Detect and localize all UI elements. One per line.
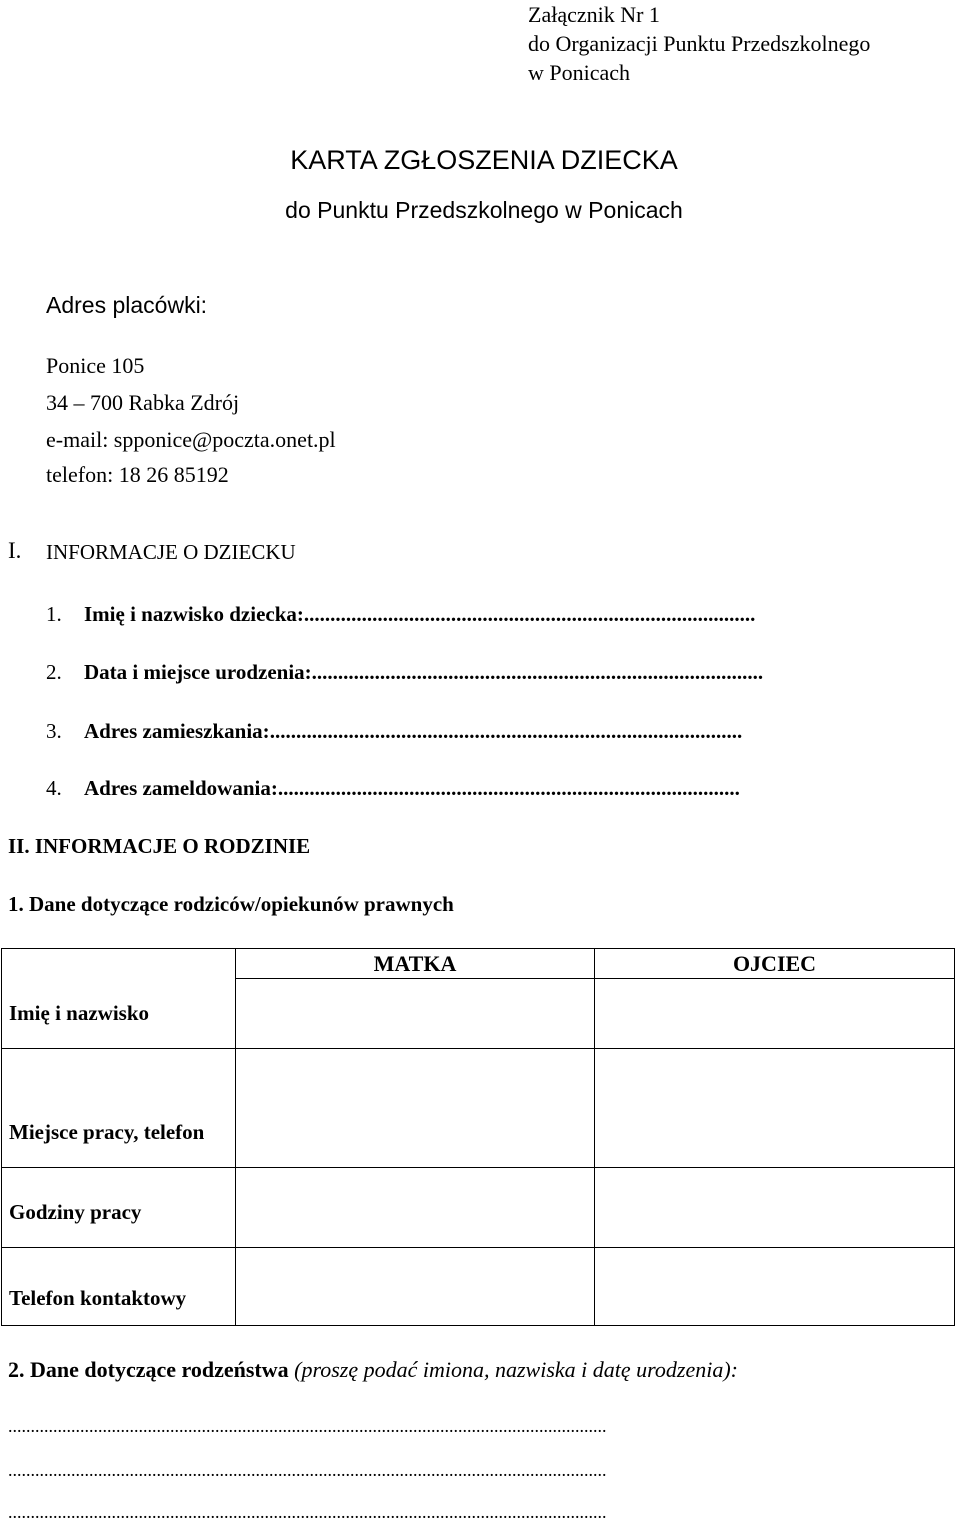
column-header-father: OJCIEC	[595, 949, 955, 979]
address-line-city: 34 – 700 Rabka Zdrój	[46, 390, 240, 415]
birth-date-place-field[interactable]	[46, 660, 958, 685]
parents-table	[1, 948, 955, 1326]
column-header-mother: MATKA	[236, 949, 595, 979]
parents-subheading: 1. Dane dotyczące rodziców/opiekunów prawnych	[8, 892, 454, 916]
item-label: Adres zamieszkania:	[84, 719, 270, 743]
annex-line-1: Załącznik Nr 1	[528, 2, 660, 27]
annex-line-3: w Ponicach	[528, 60, 631, 85]
mother-name-cell[interactable]	[236, 979, 595, 1049]
item-dots: ........................................................................................	[277, 776, 740, 800]
item-label: Imię i nazwisko dziecka:	[84, 602, 304, 626]
row-label-contact-phone: Telefon kontaktowy	[2, 1248, 236, 1326]
item-number: 2.	[46, 660, 62, 684]
child-name-field[interactable]	[46, 602, 958, 627]
mother-workplace-cell[interactable]	[236, 1049, 595, 1168]
father-work-hours-cell[interactable]	[595, 1168, 955, 1248]
address-line-email: e-mail: spponice@poczta.onet.pl	[46, 427, 336, 452]
row-label-work-hours: Godziny pracy	[2, 1168, 236, 1248]
mother-work-hours-cell[interactable]	[236, 1168, 595, 1248]
item-label: Data i miejsce urodzenia:	[84, 660, 312, 684]
siblings-line-1[interactable]: .....................................................................................................................................	[8, 1416, 607, 1436]
row-label-name: Imię i nazwisko	[2, 949, 236, 1049]
address-line-phone: telefon: 18 26 85192	[46, 462, 229, 487]
father-workplace-cell[interactable]	[595, 1049, 955, 1168]
item-number: 1.	[46, 602, 62, 626]
address-heading: Adres placówki:	[46, 292, 208, 318]
siblings-line-3[interactable]: .....................................................................................................................................	[8, 1502, 607, 1522]
item-dots: ......................................................................................	[311, 660, 764, 684]
siblings-heading-bold: 2. Dane dotyczące rodzeństwa	[8, 1357, 289, 1382]
siblings-line-2[interactable]: .....................................................................................................................................	[8, 1460, 607, 1480]
residence-address-field[interactable]	[46, 719, 958, 744]
mother-phone-cell[interactable]	[236, 1248, 595, 1326]
father-name-cell[interactable]	[595, 979, 955, 1049]
item-number: 3.	[46, 719, 62, 743]
item-dots: ......................................................................................	[303, 602, 756, 626]
address-line-street: Ponice 105	[46, 353, 145, 378]
siblings-heading-italic: (proszę podać imiona, nazwiska i datę urodzenia):	[294, 1357, 738, 1382]
father-phone-cell[interactable]	[595, 1248, 955, 1326]
section-2-title: II. INFORMACJE O RODZINIE	[8, 834, 311, 858]
page-title: KARTA ZGŁOSZENIA DZIECKA	[290, 145, 678, 175]
item-label: Adres zameldowania:	[84, 776, 278, 800]
item-number: 4.	[46, 776, 62, 800]
registration-address-field[interactable]	[46, 776, 958, 801]
annex-header	[528, 0, 870, 87]
page-subtitle: do Punktu Przedszkolnego w Ponicach	[285, 197, 683, 223]
siblings-heading	[8, 1357, 738, 1383]
section-1-number: I.	[8, 538, 22, 563]
row-label-workplace: Miejsce pracy, telefon	[2, 1049, 236, 1168]
annex-line-2: do Organizacji Punktu Przedszkolnego	[528, 31, 871, 56]
section-1-title: INFORMACJE O DZIECKU	[46, 540, 296, 564]
item-dots: ..........................................................................................	[269, 719, 743, 743]
